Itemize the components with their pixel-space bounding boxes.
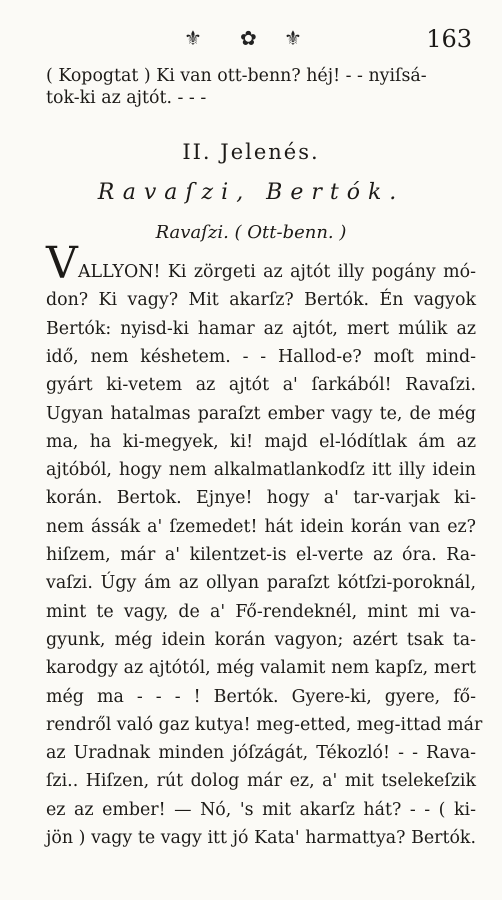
text-line: rendről való gaz kutya! meg-etted, meg-ittad már: [46, 714, 483, 735]
text-line: jön ) vagy te vagy itt jó Kata' harmattya? Bertók.: [46, 828, 476, 848]
text-line: ajtóból, hogy nem alkalmatlankodſz itt illy idein: [46, 460, 476, 481]
text-line: Bertók: nyisd-ki hamar az ajtót, mert múlik az: [46, 318, 476, 339]
scene-title: II. Jelenés.: [182, 140, 320, 164]
text-line: ez az ember! — Nó, 's mit akarſz hát? - - ( ki-: [46, 799, 476, 820]
text-line: ſzi.. Hiſzen, rút dolog már ez, a' mit tselekeſzik: [46, 771, 476, 792]
text-line: mint te vagy, de a' Fő-rendeknél, mint mi va-: [46, 601, 476, 622]
drop-cap: V: [46, 238, 78, 289]
text-line: gyunk, még idein korán vagyon; azért tsak ta-: [46, 629, 476, 650]
text-line: vaſzi. Úgy ám az ollyan paraſzt kótſzi-poroknál,: [46, 573, 476, 594]
text-line: karodgy az ajtótól, még valamit nem kapſz, mert: [46, 658, 476, 679]
page-header: [0, 26, 502, 54]
text-line: idő, nem késhetem. - - Hallod-e? moſt mind-: [46, 346, 476, 367]
text-line: hiſzem, már a' kilentzet-is el-verte az óra. Ra-: [46, 545, 476, 565]
ornament-left-icon: ⚜: [184, 26, 202, 50]
page-number: 163: [426, 25, 472, 53]
text-line: az Uradnak minden jóſzágát, Tékozló! - - Rava-: [46, 743, 476, 764]
text-line: korán. Bertok. Ejnye! hogy a' tar-varjak ki-: [46, 488, 476, 509]
text-line: gyárt ki-vetem az ajtót a' ſarkából! Ravaſzi.: [46, 375, 476, 396]
text-line: még ma - - - ! Bertók. Gyere-ki, gyere, fő-: [46, 686, 476, 707]
intro-line: ( Kopogtat ) Ki van ott-benn? héj! - - nyiſsá-: [46, 66, 427, 86]
text-line: don? Ki vagy? Mit akarſz? Bertók. Én vagyok: [46, 290, 476, 311]
ornament-right-icon: ⚜: [284, 26, 302, 50]
text-line: ALLYON! Ki zörgeti az ajtót illy pogány mó-: [78, 262, 476, 282]
text-line: nem ássák a' ſzemedet! hát idein korán van ez?: [46, 516, 476, 537]
intro-line: tok-ki az ajtót. - - -: [46, 88, 207, 108]
text-line: ma, ha ki-megyek, ki! majd el-lódítlak ám az: [46, 431, 476, 452]
stage-direction: Ravaſzi. ( Ott-benn. ): [155, 222, 347, 243]
text-line: Ugyan hatalmas paraſzt ember vagy te, de még: [46, 403, 476, 424]
scene-characters: Ravaſzi, Bertók.: [97, 180, 405, 205]
ornament-center-icon: ✿: [240, 26, 257, 50]
